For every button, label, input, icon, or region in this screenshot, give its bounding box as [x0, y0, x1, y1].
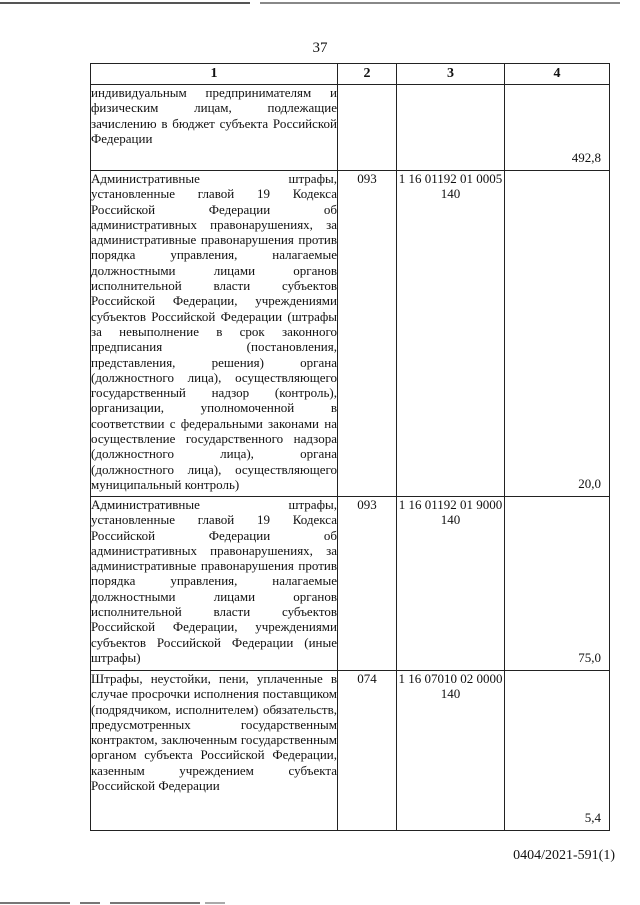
page-number: 37: [312, 40, 328, 56]
table-row: [91, 497, 610, 671]
row-admin-code: 093: [338, 171, 397, 497]
header-col-2: 2: [338, 64, 397, 85]
row-amount: 20,0: [578, 476, 601, 491]
row-amount: 75,0: [578, 650, 601, 665]
header-col-1: 1: [91, 64, 338, 85]
row-description: индивидуальным предпринимателям и физическим лицам, подлежащие зачислению в бюджет субъекта Российской Федерации: [91, 85, 338, 171]
table-header-row: [91, 64, 610, 85]
scan-bottom-edge: [0, 899, 640, 905]
row-amount: 492,8: [571, 150, 601, 165]
row-classification-code: 1 16 07010 02 0000 140: [397, 671, 505, 831]
row-amount-cell: [505, 171, 610, 497]
row-amount-cell: [505, 85, 610, 171]
document-id: 0404/2021-591(1): [513, 848, 615, 863]
row-admin-code: 093: [338, 497, 397, 671]
row-classification-code: [397, 85, 505, 171]
row-classification-code: 1 16 01192 01 9000 140: [397, 497, 505, 671]
table-row: [91, 85, 610, 171]
scan-top-edge: [0, 0, 640, 6]
header-col-4: 4: [505, 64, 610, 85]
row-admin-code: 074: [338, 671, 397, 831]
row-description: Административные штрафы, установленные главой 19 Кодекса Российской Федерации об административных правонарушениях, за административные правонарушения против порядка управления, налагаемые должностными лицами органов исполнительной власти субъектов Российской Федерации, учреждениями субъектов Российской Федерации (штрафы за невыполнение в срок законного предписания (постановления, представления, решения) органа (должностного лица), осуществляющего государственный надзор (контроль), организации, уполномоченной в соответствии с федеральными законами на осуществление государственного надзора (должностного лица), органа (должностного лица), осуществляющего муниципальный контроль): [91, 171, 338, 497]
row-amount: 5,4: [584, 810, 601, 825]
header-col-3: 3: [397, 64, 505, 85]
row-admin-code: [338, 85, 397, 171]
row-amount-cell: [505, 671, 610, 831]
row-amount-cell: [505, 497, 610, 671]
table-row: [91, 671, 610, 831]
row-description: Административные штрафы, установленные главой 19 Кодекса Российской Федерации об административных правонарушениях, за административные правонарушения против порядка управления, налагаемые должностными лицами органов исполнительной власти субъектов Российской Федерации, учреждениями субъектов Российской Федерации (иные штрафы): [91, 497, 338, 671]
revenue-table: [90, 63, 610, 831]
row-description: Штрафы, неустойки, пени, уплаченные в случае просрочки исполнения поставщиком (подрядчиком, исполнителем) обязательств, предусмотренных государственным контрактом, заключенным государственным органом субъекта Российской Федерации, казенным учреждением субъекта Российской Федерации: [91, 671, 338, 831]
row-classification-code: 1 16 01192 01 0005 140: [397, 171, 505, 497]
table-row: [91, 171, 610, 497]
